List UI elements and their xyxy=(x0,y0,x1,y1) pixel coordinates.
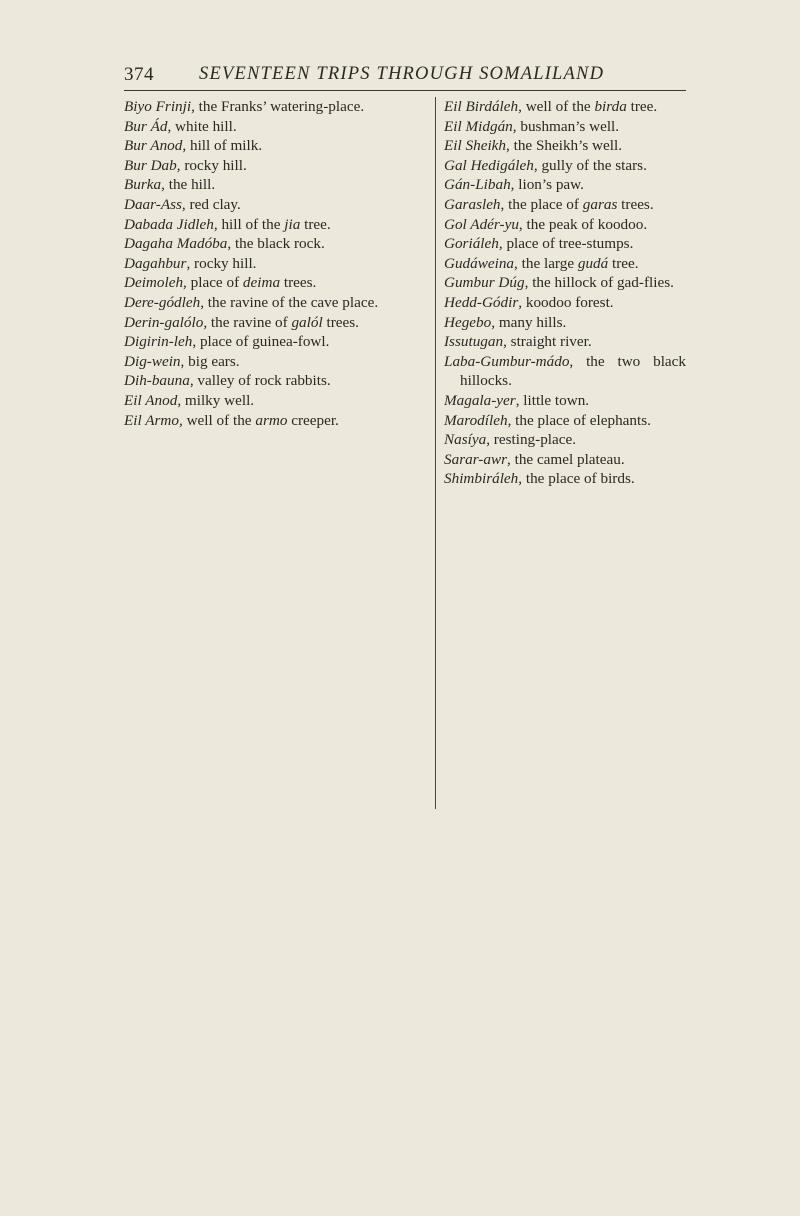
place-name: Shimbiráleh xyxy=(444,470,519,488)
glossary-entry xyxy=(444,234,686,254)
running-title: SEVENTEEN TRIPS THROUGH SOMALILAND xyxy=(199,64,605,84)
italic-term: galól xyxy=(291,313,323,331)
place-name: Dagahbur xyxy=(124,254,187,272)
definition-tail: trees. xyxy=(280,274,317,292)
definition: , rocky hill. xyxy=(186,254,257,272)
definition: , the peak of koodoo. xyxy=(518,215,648,233)
italic-term: garas xyxy=(582,195,618,213)
definition: , straight river. xyxy=(503,333,592,351)
definition: , the place of elephants. xyxy=(507,411,651,429)
glossary-entry xyxy=(444,450,686,470)
glossary-entry xyxy=(124,273,424,293)
definition-tail: trees. xyxy=(322,313,359,331)
right-column xyxy=(444,97,686,489)
place-name: Eil Birdáleh xyxy=(444,98,519,115)
glossary-entry xyxy=(444,430,686,450)
place-name: Garasleh xyxy=(444,195,501,213)
place-name: Magala-yer xyxy=(444,391,516,409)
definition: , the two black hillocks. xyxy=(460,352,686,390)
place-name: Bur Anod xyxy=(124,137,183,155)
place-name: Dig-wein xyxy=(124,352,181,370)
definition: , rocky hill. xyxy=(176,156,247,174)
definition: , the large xyxy=(514,254,578,272)
glossary-entry xyxy=(444,293,686,313)
definition: , white hill. xyxy=(167,117,237,135)
place-name: Issutugan xyxy=(444,333,504,351)
definition-tail: tree. xyxy=(300,215,331,233)
definition: , the ravine of xyxy=(203,313,292,331)
glossary-entry xyxy=(124,332,424,352)
place-name: Marodíleh xyxy=(444,411,508,429)
place-name: Derin-galólo xyxy=(124,313,204,331)
place-name: Gudáweina xyxy=(444,254,515,272)
definition: , well of the xyxy=(518,98,595,115)
place-name: Dagaha Madóba xyxy=(124,235,228,253)
definition-tail: tree. xyxy=(608,254,639,272)
definition: , place of xyxy=(183,274,243,292)
glossary-entry xyxy=(124,313,424,333)
glossary-entry xyxy=(124,293,424,313)
glossary-entry xyxy=(444,136,686,156)
definition: , resting-place. xyxy=(486,431,577,449)
definition: , the place of xyxy=(500,195,583,213)
place-name: Eil Midgán xyxy=(444,117,513,135)
definition: , valley of rock rabbits. xyxy=(189,372,331,390)
glossary-entry xyxy=(124,97,424,117)
definition: , the Franks’ watering-place. xyxy=(191,98,365,115)
glossary-entry xyxy=(124,136,424,156)
place-name: Dere-gódleh xyxy=(124,293,201,311)
page-number: 374 xyxy=(124,64,154,85)
place-name: Daar-Ass xyxy=(124,195,182,213)
place-name: Eil Armo xyxy=(124,411,179,429)
glossary-entry xyxy=(124,254,424,274)
italic-term: armo xyxy=(255,411,288,429)
definition: , milky well. xyxy=(177,391,255,409)
place-name: Nasíya xyxy=(444,431,487,449)
place-name: Gumbur Dúg xyxy=(444,274,525,292)
glossary-entry xyxy=(444,97,686,117)
definition: , the place of birds. xyxy=(518,470,635,488)
italic-term: deima xyxy=(242,274,281,292)
place-name: Hegebo xyxy=(444,313,492,331)
place-name: Burka xyxy=(124,176,162,194)
glossary-entry xyxy=(444,117,686,137)
place-name: Biyo Frinji xyxy=(124,98,192,115)
glossary-entry xyxy=(444,254,686,274)
place-name: Gol Adér-yu xyxy=(444,215,519,233)
place-name: Eil Anod xyxy=(124,391,178,409)
definition: , the Sheikh’s well. xyxy=(506,137,623,155)
glossary-entry xyxy=(444,156,686,176)
glossary-entry xyxy=(124,195,424,215)
definition: , koodoo forest. xyxy=(518,293,614,311)
glossary-entry xyxy=(444,195,686,215)
definition: , well of the xyxy=(179,411,256,429)
definition: , place of guinea-fowl. xyxy=(192,333,330,351)
left-column xyxy=(124,97,424,430)
place-name: Gán-Libah xyxy=(444,176,511,194)
glossary-entry xyxy=(444,469,686,489)
glossary-entry xyxy=(444,332,686,352)
glossary-entry xyxy=(444,391,686,411)
place-name: Digirin-leh xyxy=(124,333,193,351)
definition: , gully of the stars. xyxy=(533,156,647,174)
glossary-entry xyxy=(444,352,686,391)
definition: , red clay. xyxy=(181,195,241,213)
definition: , bushman’s well. xyxy=(512,117,620,135)
italic-term: jia xyxy=(284,215,301,233)
place-name: Bur Dab xyxy=(124,156,177,174)
place-name: Dabada Jidleh xyxy=(124,215,214,233)
glossary-entry xyxy=(444,273,686,293)
glossary-entry xyxy=(124,352,424,372)
column-divider xyxy=(435,97,436,809)
definition: , place of tree-stumps. xyxy=(498,235,634,253)
place-name: Deimoleh xyxy=(124,274,184,292)
definition: , the ravine of the cave place. xyxy=(200,293,379,311)
glossary-entry xyxy=(444,175,686,195)
page-header xyxy=(124,64,684,90)
glossary-entry xyxy=(124,117,424,137)
definition: , little town. xyxy=(515,391,590,409)
place-name: Goriáleh xyxy=(444,235,499,253)
glossary-entry xyxy=(124,411,424,431)
definition: , big ears. xyxy=(180,352,240,370)
definition: , the camel plateau. xyxy=(507,450,625,468)
place-name: Hedd-Gódir xyxy=(444,293,519,311)
place-name: Bur Ád xyxy=(124,117,168,135)
definition-tail: creeper. xyxy=(287,411,339,429)
definition: , lion’s paw. xyxy=(510,176,584,194)
place-name: Gal Hedigáleh xyxy=(444,156,534,174)
definition: , the hill. xyxy=(161,176,216,194)
glossary-entry xyxy=(124,371,424,391)
definition: , many hills. xyxy=(491,313,567,331)
glossary-entry xyxy=(124,234,424,254)
header-rule xyxy=(124,90,686,91)
italic-term: birda xyxy=(594,98,627,115)
definition: , hill of milk. xyxy=(182,137,263,155)
definition-tail: tree. xyxy=(626,98,658,115)
italic-term: gudá xyxy=(577,254,609,272)
place-name: Eil Sheikh xyxy=(444,137,506,155)
place-name: Sarar-awr xyxy=(444,450,507,468)
glossary-entry xyxy=(444,411,686,431)
glossary-entry xyxy=(124,215,424,235)
definition: , the hillock of gad-flies. xyxy=(524,274,674,292)
definition: , the black rock. xyxy=(227,235,325,253)
definition: , hill of the xyxy=(213,215,285,233)
place-name: Dih-bauna xyxy=(124,372,190,390)
definition-tail: trees. xyxy=(617,195,654,213)
glossary-entry xyxy=(124,391,424,411)
glossary-entry xyxy=(124,156,424,176)
place-name: Laba-Gumbur-mádo xyxy=(444,352,570,370)
glossary-entry xyxy=(444,215,686,235)
glossary-entry xyxy=(124,175,424,195)
glossary-entry xyxy=(444,313,686,333)
